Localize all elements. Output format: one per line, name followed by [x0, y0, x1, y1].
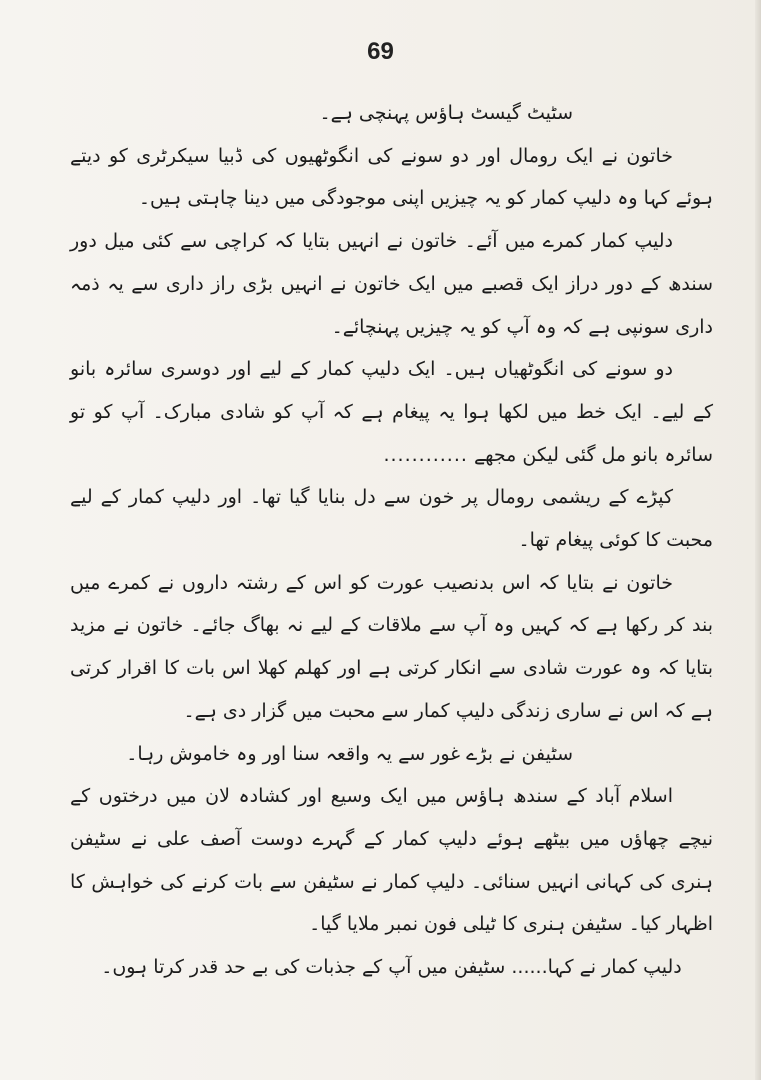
text-line: میں بیٹھے ہوئے دلیپ کمار کے گہرے دوست آصف علی نے سٹیفن ہنری کی کہانی انہیں سنائی۔ — [70, 827, 713, 893]
page-text — [70, 92, 713, 989]
text-line: دلیپ کمار کمرے میں آئے۔ خاتون نے انہیں بتایا کہ کراچی سے کئی میل دور سندھ کے — [70, 230, 713, 295]
text-line: دور دراز ایک قصبے میں ایک خاتون نے انہیں بڑی راز داری سے یہ ذمہ داری سونپی ہے کہ وہ — [70, 272, 713, 338]
text-line: دلیپ کمار نے کہا...... سٹیفن میں آپ کے جذبات کی بے حد قدر کرتا ہوں۔ — [101, 956, 682, 979]
text-line: خاتون نے بتایا کہ اس بدنصیب عورت کو اس کے رشتہ داروں نے کمرے میں بند کر رکھا — [70, 571, 713, 637]
text-line: خاتون نے ایک رومال اور دو سونے کی انگوٹھیوں کی ڈبیا سیکرٹری کو دیتے ہوئے کہا وہ — [70, 144, 713, 210]
paragraph-7 — [70, 733, 713, 776]
paragraph-3 — [70, 220, 713, 348]
text-line: گیا۔ — [309, 913, 341, 936]
paragraph-8 — [70, 775, 713, 946]
paragraph-9 — [70, 946, 713, 989]
paragraph-2 — [70, 135, 713, 220]
text-line: ایک خط میں لکھا ہوا یہ پیغام ہے کہ آپ کو شادی مبارک۔ آپ کو تو سائرہ بانو مل گئی لیکن — [70, 400, 713, 466]
page-spine-shadow — [755, 0, 761, 1080]
text-line: کمار سے محبت میں گزار دی ہے۔ — [183, 699, 450, 722]
paragraph-6 — [70, 562, 713, 733]
text-line: کپڑے کے ریشمی رومال پر خون سے دل بنایا گیا تھا۔ اور دلیپ کمار کے لیے محبت کا کوئی — [70, 486, 713, 552]
paragraph-1 — [70, 92, 713, 135]
page-number: 69 — [367, 38, 394, 65]
text-line: اسلام آباد کے سندھ ہاؤس میں ایک وسیع اور کشادہ لان میں درختوں کے نیچے چھاؤں — [70, 785, 713, 850]
text-line: دلیپ کمار نے سٹیفن سے بات کرنے کی خواہش کا اظہار کیا۔ سٹیفن ہنری کا ٹیلی فون نمبر ملایا — [70, 870, 713, 936]
text-line: سٹیفن نے بڑے غور سے یہ واقعہ سنا اور وہ خاموش رہا۔ — [126, 742, 573, 765]
text-line: شادی سے انکار کرتی ہے اور کھلم کھلا اس بات کا اقرار کرتی ہے کہ اس نے ساری زندگی دلیپ — [70, 657, 713, 722]
paragraph-5 — [70, 476, 713, 561]
text-line: پیغام تھا۔ — [518, 529, 594, 552]
text-line: ہے کہ کہیں وہ آپ سے ملاقات کے لیے نہ بھاگ جائے۔ خاتون نے مزید بتایا کہ وہ عورت — [70, 614, 713, 680]
text-line: دلیپ کمار کو یہ چیزیں اپنی موجودگی میں دینا چاہتی ہیں۔ — [138, 187, 612, 210]
text-line: آپ کو یہ چیزیں پہنچائے۔ — [331, 315, 530, 338]
ellipsis-dots: ............ — [383, 443, 468, 466]
text-line: سٹیٹ گیسٹ ہاؤس پہنچی ہے۔ — [319, 102, 573, 124]
text-line: دو سونے کی انگوٹھیاں ہیں۔ ایک دلیپ کمار کے لیے اور دوسری سائرہ بانو کے لیے۔ — [70, 358, 713, 423]
text-line: مجھے — [473, 443, 517, 466]
paragraph-4 — [70, 348, 713, 476]
